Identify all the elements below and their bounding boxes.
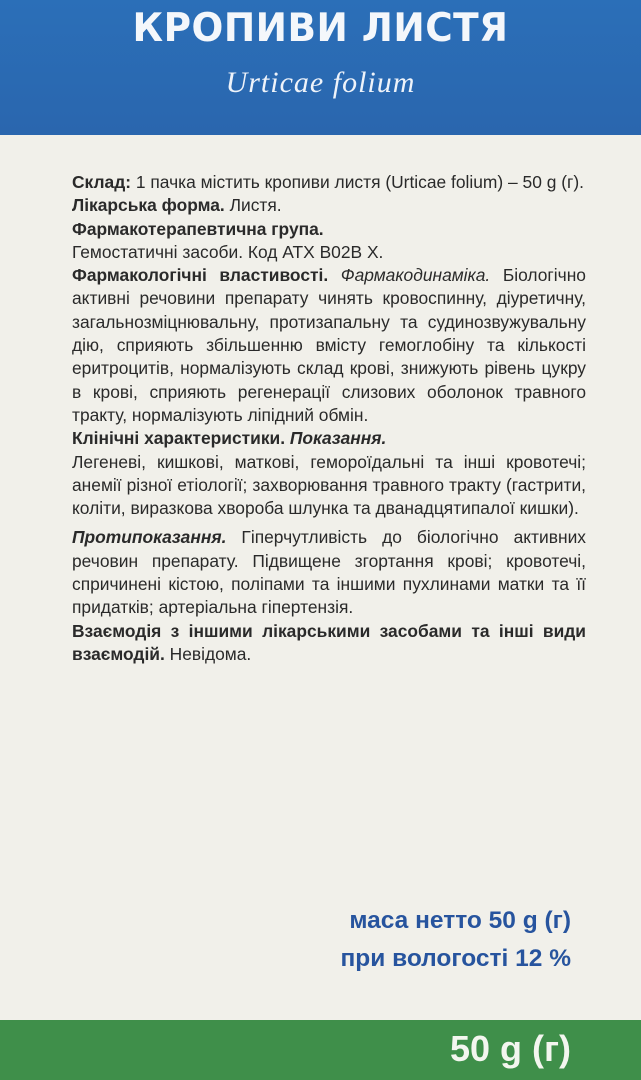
properties-sublabel: Фармакодинаміка. (340, 265, 491, 286)
interactions-text: Невідома. (164, 643, 252, 664)
contraindications-paragraph (72, 526, 586, 619)
footer-band (0, 1020, 641, 1080)
composition-label: Склад: (72, 172, 132, 192)
footer-weight: 50 g (г) (449, 1028, 571, 1069)
properties-text: Біологічно активні речовини препарату чинять кровоспинну, діуретичну, загальнозміцнювальну, протизапальну та судинозвужувальну дію, сприяють збільшенню вмісту гемоглобіну та кількості еритроцитів, нормалізують склад крові, знижують рівень цукру в крові, сприяють регенерації слизових оболонок травного тракту, нормалізують ліпідний обмін. (72, 265, 586, 425)
product-latin-name: Urticae folium (225, 66, 416, 99)
contraindications-text: Гіперчутливість до біологічно активних речовин препарату. Підвищене згортання крові; кровотечі, спричинені кістою, поліпами та іншими пухлинами матки та її придатків; артеріальна гіпертензія. (72, 527, 586, 618)
properties-label: Фармакологічні властивості. (72, 265, 329, 286)
indications-label: Клінічні характеристики. (72, 428, 286, 449)
header-band (0, 0, 641, 135)
product-title: КРОПИВИ ЛИСТЯ (132, 6, 509, 51)
indications-heading (72, 427, 586, 450)
composition-text: 1 пачка містить кропиви листя (Urticae folium) – 50 g (г). (131, 172, 584, 192)
form-label: Лікарська форма. (72, 195, 225, 216)
indications-sublabel: Показання. (289, 428, 387, 449)
pharmgroup-text: Гемостатичні засоби. Код АТХ В02В Х. (72, 241, 384, 262)
net-mass: маса нетто 50 g (г) (349, 907, 571, 934)
form-paragraph (72, 194, 586, 217)
interactions-label: Взаємодія з іншими лікарськими засобами та інші види взаємодій. (72, 620, 586, 664)
indications-text: Легеневі, кишкові, маткові, гемороїдальні та інші кровотечі; анемії різної етіології; захворювання травного тракту (гастрити, коліти, виразкова хвороба шлунка та дванадцятипалої кишки). (72, 451, 586, 519)
net-mass-block (340, 902, 571, 978)
contraindications-label: Протипоказання. (72, 527, 227, 548)
net-moisture: при вологості 12 % (340, 945, 571, 972)
form-text: Листя. (224, 195, 282, 216)
pharmgroup-label: Фармакотерапевтична група. (72, 218, 324, 239)
composition-paragraph (72, 171, 586, 194)
interactions-paragraph (72, 620, 586, 667)
leaflet-text (72, 171, 586, 666)
properties-paragraph (72, 264, 586, 427)
